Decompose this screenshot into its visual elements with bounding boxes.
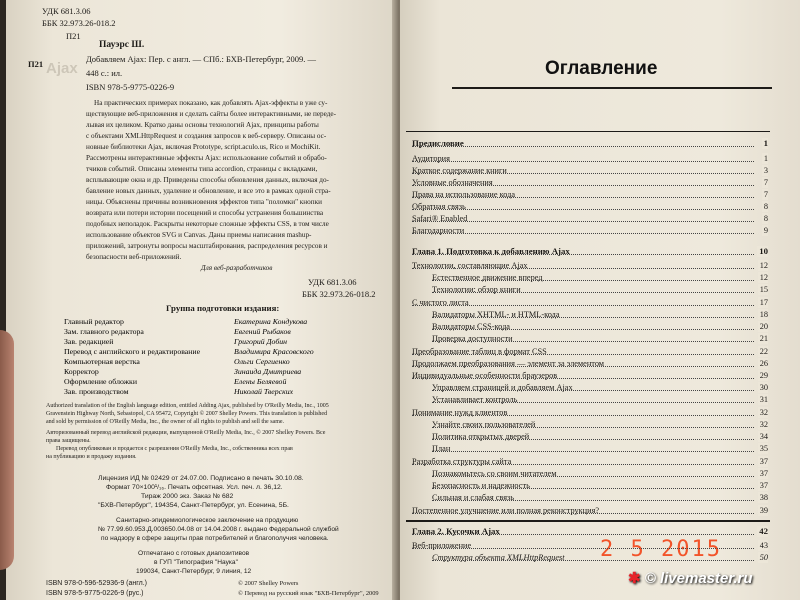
imprint-line: Тираж 2000 экз. Заказ № 682 <box>141 493 234 500</box>
toc-item <box>412 407 768 418</box>
bbk-bottom: ББК 32.973.26-018.2 <box>302 289 376 299</box>
toc-item-page: 18 <box>759 310 768 319</box>
staff-row <box>64 387 384 397</box>
toc-item-page: 3 <box>763 166 768 175</box>
isbn-en: ISBN 978-0-596-52936-9 (англ.) <box>46 580 148 587</box>
staff-role: Корректор <box>64 367 99 376</box>
toc-item <box>412 165 768 176</box>
abstract-line: подобных неполадок. Раскрыты некоторые сложные эффекты CSS, в том числе <box>86 220 329 228</box>
toc-item <box>412 358 768 369</box>
toc-item-page: 15 <box>759 285 768 294</box>
chapter-rule <box>406 520 770 522</box>
toc-item-page: 31 <box>759 395 768 404</box>
toc-item <box>412 346 768 357</box>
license-en-line: Authorized translation of the English language edition, entitled Adding Ajax, published by O'Reilly Media, Inc., 1005 <box>46 403 329 409</box>
staff-role: Компьютерная верстка <box>64 357 140 366</box>
date-stamp: 2 5 2015 <box>600 537 722 562</box>
toc-item-text: Естественное движение вперед <box>432 273 543 282</box>
toc-item <box>412 201 768 212</box>
toc-item <box>412 138 768 149</box>
udk-top: УДК 681.3.06 <box>42 6 91 16</box>
toc-item-text: Валидаторы XHTML- и HTML-кода <box>432 310 560 319</box>
isbn-ru: ISBN 978-5-9775-0226-9 (рус.) <box>46 590 144 597</box>
toc-item <box>432 272 768 283</box>
toc-item-page: 9 <box>763 226 768 235</box>
toc-item <box>432 309 768 320</box>
toc-item <box>432 394 768 405</box>
license-ru-line: права защищены. <box>46 438 91 444</box>
toc-item <box>412 153 768 164</box>
sanitary-line: Санитарно-эпидемиологическое заключение на продукцию <box>116 517 299 524</box>
toc-item-page: 37 <box>759 469 768 478</box>
udk-bottom: УДК 681.3.06 <box>308 277 357 287</box>
staff-name: Елены Беляевой <box>234 377 287 386</box>
staff-row <box>64 327 384 337</box>
toc-item-page: 8 <box>763 214 768 223</box>
toc-item-text: Политика открытых дверей <box>432 432 530 441</box>
sanitary-line: по надзору в сфере защиты прав потребителей и благополучия человека. <box>101 535 329 542</box>
toc-item-page: 32 <box>759 420 768 429</box>
left-page <box>6 0 398 600</box>
copyright-en: © 2007 Shelley Powers <box>238 580 299 587</box>
toc-item-text: Глава 1. Подготовка к добавлению Ajax <box>412 246 570 256</box>
license-ru-line: на публикацию и продажу издания. <box>46 454 137 460</box>
toc-item-page: 17 <box>759 298 768 307</box>
staff-role: Перевод с английского и редактирование <box>64 347 201 356</box>
toc-item-page: 22 <box>759 347 768 356</box>
staff-name: Зинаида Дмитриева <box>234 367 302 376</box>
staff-role: Зав. редакцией <box>64 337 114 346</box>
bbk-top: ББК 32.973.26-018.2 <box>42 18 116 28</box>
toc-item <box>432 492 768 503</box>
toc-item-page: 37 <box>759 481 768 490</box>
toc-item <box>432 382 768 393</box>
imprint-line: Формат 70×100¹/₁₆. Печать офсетная. Усл. печ. л. 36,12. <box>106 484 283 491</box>
printer-line: в ГУП "Типография "Наука" <box>154 559 238 566</box>
imprint-line: Лицензия ИД № 02429 от 24.07.00. Подписано в печать 30.10.08. <box>98 475 304 482</box>
toc-item-page: 39 <box>759 506 768 515</box>
toc-item-text: Узнайте своих пользователей <box>432 420 536 429</box>
toc-item <box>432 468 768 479</box>
abstract-line: тчиков событий. Описаны элементы типа accordion, страницы с вкладками, <box>86 165 318 173</box>
abstract-line: бавление новых данных, удаление и обновление, и все это в рамках одной стра- <box>86 187 331 195</box>
sanitary-line: № 77.99.60.953.Д.003650.04.08 от 14.04.2008 г. выдано Федеральной службой <box>98 526 339 533</box>
toc-item-text: Safari® Enabled <box>412 214 468 223</box>
abstract-line: всплывающие окна и др. Приведены способы обновления данных, включая до- <box>86 176 329 184</box>
toc-item-text: Постепенное улучшение или полная реконструкция? <box>412 506 600 515</box>
abstract-line: безопасности веб-приложений. <box>86 253 182 261</box>
author: Пауэрс Ш. <box>99 40 145 50</box>
toc-item <box>432 431 768 442</box>
toc-item-text: Проверка доступности <box>432 334 513 343</box>
toc-item-text: Предисловие <box>412 138 464 148</box>
abstract-line: ществующие веб-приложения и сделать сайты более интерактивными, не переде- <box>86 110 336 118</box>
toc-item-page: 10 <box>759 246 768 256</box>
toc-item-text: Продолжаем преобразования — элемент за элементом <box>412 359 605 368</box>
watermark-logo-icon: ✱ <box>628 570 641 587</box>
toc-item <box>412 370 768 381</box>
staff-name: Николай Тверских <box>234 387 294 396</box>
toc-item <box>412 225 768 236</box>
toc-item-text: Преобразование таблиц в формат CSS <box>412 347 547 356</box>
staff-name: Владимира Красовского <box>234 347 314 356</box>
abstract-line: с объектами XMLHttpRequest и создания запросов к веб-серверу. Описаны ос- <box>86 132 327 140</box>
watermark <box>628 569 753 587</box>
toc-item-page: 38 <box>759 493 768 502</box>
toc-item-page: 20 <box>759 322 768 331</box>
toc-item-text: Разработка структуры сайта <box>412 457 512 466</box>
toc-item <box>412 213 768 224</box>
toc-item-text: Условные обозначения <box>412 178 493 187</box>
toc-item-page: 12 <box>759 273 768 282</box>
toc-item <box>412 456 768 467</box>
toc-item-page: 30 <box>759 383 768 392</box>
staff-row <box>64 357 384 367</box>
staff-role: Зав. производством <box>64 387 129 396</box>
license-ru-line: Перевод опубликован и продается с разрешения O'Reilly Media, Inc., собственника всех прав <box>56 446 293 452</box>
page-title: Оглавление <box>545 58 658 79</box>
toc-item-page: 37 <box>759 457 768 466</box>
toc-item <box>432 419 768 430</box>
toc-item-page: 1 <box>763 154 768 163</box>
toc-item-text: Сильная и слабая связь <box>432 493 515 502</box>
toc-item-text: Познакомьтесь со своим читателем <box>432 469 557 478</box>
code-side: П21 <box>28 59 44 69</box>
imprint-line: "БХВ-Петербург", 194354, Санкт-Петербург, ул. Есенина, 5Б. <box>98 502 289 509</box>
staff-role: Оформление обложки <box>64 377 138 386</box>
toc-item-text: Безопасность и надежность <box>432 481 530 490</box>
title-rule <box>452 87 772 89</box>
toc-item-text: Технологии: обзор книги <box>432 285 521 294</box>
thumb <box>0 330 14 570</box>
toc-item-text: Веб-приложение <box>412 541 472 550</box>
abstract-line: Рассмотрены интерактивные эффекты Ajax: использование событий и обрабо- <box>86 154 327 162</box>
toc-item-page: 12 <box>759 261 768 270</box>
printer-line: Отпечатано с готовых диапозитивов <box>138 550 250 557</box>
toc-item-text: Глава 2. Кусочки Ajax <box>412 526 500 536</box>
toc-item <box>432 284 768 295</box>
toc-item-page: 29 <box>759 371 768 380</box>
staff-row <box>64 317 384 327</box>
toc-item <box>412 297 768 308</box>
watermark-text: © livemaster.ru <box>644 570 753 587</box>
license-en-line: and sold by permission of O'Reilly Media, Inc., the owner of all rights to publish and sell the same. <box>46 419 285 425</box>
toc-item-text: Права на использование кода <box>412 190 516 199</box>
toc-item-page: 43 <box>759 541 768 550</box>
toc-item-text: Благодарности <box>412 226 465 235</box>
staff-row <box>64 337 384 347</box>
toc-item <box>412 260 768 271</box>
toc-item-page: 34 <box>759 432 768 441</box>
toc-item <box>432 480 768 491</box>
toc-item <box>412 177 768 188</box>
toc-item-page: 7 <box>763 190 768 199</box>
bib-line-1: Добавляем Ajax: Пер. с англ. — СПб.: БХВ-Петербург, 2009. — <box>86 54 317 64</box>
staff-row <box>64 377 384 387</box>
ghost-letters: Ajax <box>46 60 78 77</box>
toc-item <box>412 246 768 257</box>
abstract-line: На практических примерах показано, как добавлять Ajax-эффекты в уже су- <box>94 99 328 107</box>
toc-item <box>412 526 768 537</box>
code-top: П21 <box>66 31 81 41</box>
toc-rule <box>406 131 770 132</box>
bib-line-2: 448 с.: ил. <box>86 68 123 78</box>
toc-item-text: С чистого листа <box>412 298 469 307</box>
toc-item <box>412 189 768 200</box>
toc-item-page: 32 <box>759 408 768 417</box>
abstract-line: новные библиотеки Ajax, включая Prototype, script.aculo.us, Rico и MochiKit. <box>86 143 321 151</box>
toc-item-page: 50 <box>759 553 768 562</box>
staff-role: Зам. главного редактора <box>64 327 144 336</box>
staff-name: Евгений Рыбаков <box>234 327 291 336</box>
copyright-ru: © Перевод на русский язык "БХВ-Петербург", 2009 <box>238 590 379 597</box>
toc-item-page: 21 <box>759 334 768 343</box>
toc-item-text: Краткое содержание книги <box>412 166 507 175</box>
toc-item-text: Структура объекта XMLHttpRequest <box>432 553 565 562</box>
toc-item-text: Обратная связь <box>412 202 466 211</box>
staff-role: Главный редактор <box>64 317 124 326</box>
audience: Для веб-разработчиков <box>201 264 273 272</box>
abstract-line: возврата или потери истории посещений и способы устранения большинства <box>86 209 324 217</box>
abstract-line: лывая их целиком. Кратко даны основы технологий Ajax, принципы работы <box>86 121 319 129</box>
printer-line: 199034, Санкт-Петербург, 9 линия, 12 <box>136 568 252 575</box>
toc-item-page: 8 <box>763 202 768 211</box>
staff-name: Григорий Добин <box>234 337 288 346</box>
abstract-line: ницы. Объяснены причины возникновения эффектов типа "поломки" кнопки <box>86 198 322 206</box>
toc-item-text: План <box>432 444 451 453</box>
toc-item-text: Валидаторы CSS-кода <box>432 322 510 331</box>
toc-item-text: Управляем страницей и добавляем Ajax <box>432 383 573 392</box>
toc-item <box>432 321 768 332</box>
toc-item-text: Понимание нужд клиентов <box>412 408 508 417</box>
isbn: ISBN 978-5-9775-0226-9 <box>86 82 175 92</box>
abstract-line: приложений, затронуты вопросы масштабирования, распределения ресурсов и <box>86 242 328 250</box>
toc-item <box>412 505 768 516</box>
toc-item-page: 42 <box>759 526 768 536</box>
toc-item <box>432 443 768 454</box>
toc-item-page: 1 <box>763 138 768 148</box>
toc-item-page: 26 <box>759 359 768 368</box>
toc-item-text: Технологии, составляющие Ajax <box>412 261 528 270</box>
staff-name: Ольги Сергиенко <box>234 357 290 366</box>
staff-name: Екатерина Кондукова <box>234 317 308 326</box>
toc-item <box>432 333 768 344</box>
license-en-line: Gravenstein Highway North, Sebastopol, CA 95472, Copyright © 2007 Shelley Powers. This translation is published <box>46 411 328 417</box>
toc-item-page: 7 <box>763 178 768 187</box>
staff-row <box>64 347 384 357</box>
toc-item-text: Аудитория <box>412 154 450 163</box>
staff-row <box>64 367 384 377</box>
toc-item-text: Устанавливает контроль <box>432 395 518 404</box>
staff-title: Группа подготовки издания: <box>166 303 280 313</box>
toc-item-text: Индивидуальные особенности браузеров <box>412 371 558 380</box>
license-ru-line: Авторизованный перевод английской редакции, выпущенной O'Reilly Media, Inc., © 2007 Shelley Powers. Все <box>46 430 326 436</box>
toc-item-page: 35 <box>759 444 768 453</box>
abstract-line: использование объектов SVG и Canvas. Даны приемы написания mashup- <box>86 231 312 239</box>
